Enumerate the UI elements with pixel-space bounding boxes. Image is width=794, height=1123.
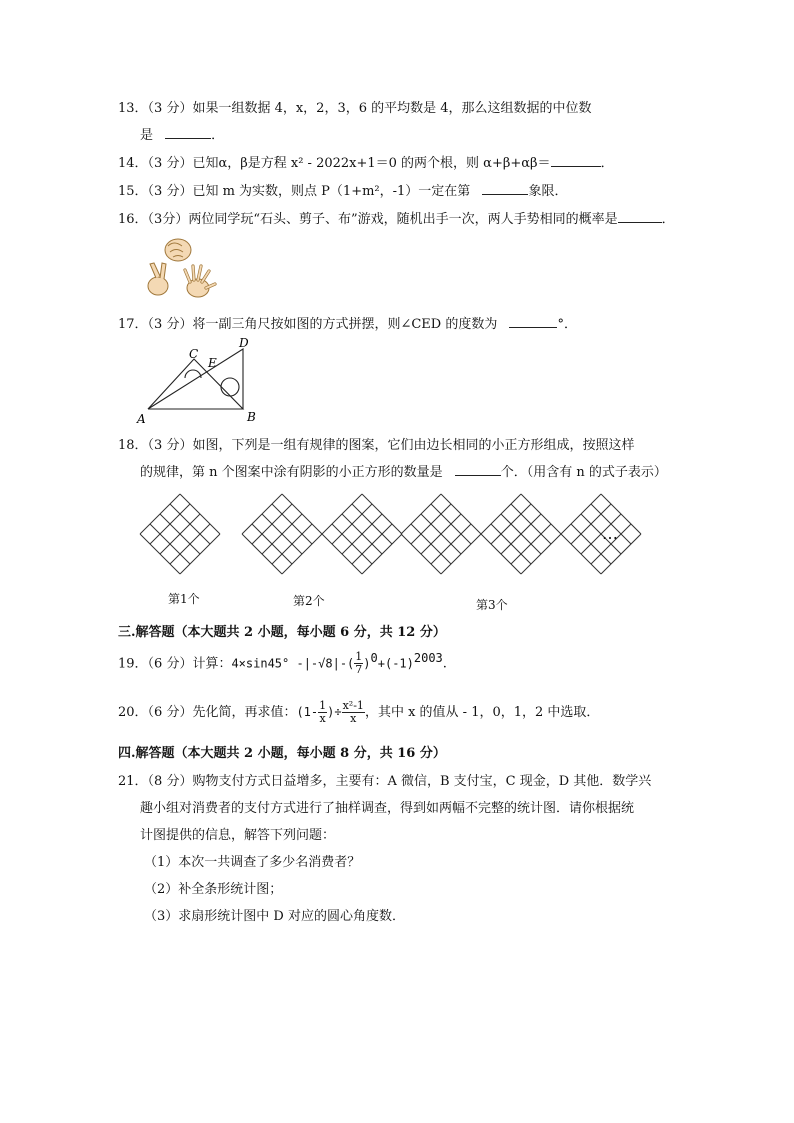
label-c: C: [189, 347, 199, 361]
square-pattern-figure: [135, 488, 635, 588]
fraction: $\frac{\text{x²-1}}{x}$: [342, 699, 364, 725]
q17-text-b: °．: [557, 317, 577, 332]
question-16: 16．（3分）两位同学玩“石头、剪子、布”游戏，随机出手一次，两人手势相同的概率是 ．: [118, 212, 675, 227]
ellipsis: …: [602, 524, 618, 543]
question-15: [118, 180, 567, 199]
caption-1: 第1个: [168, 592, 200, 606]
triangle-acb: [148, 359, 243, 409]
section-3-heading: 三.解答题（本大题共 2 小题，每小题 6 分，共 12 分）: [118, 625, 446, 640]
q19-prefix: 19．（6 分）计算：: [118, 656, 232, 672]
question-21-sub2: （2）补全条形统计图；: [144, 882, 283, 897]
question-13: [118, 97, 592, 116]
angle-arc-d: [221, 378, 239, 396]
question-20: 20．（6 分）先化简，再求值：(1- $\frac{1}{x}$ )÷ $\frac{\text{x²-1}}{x}$ ，其中 x 的值从 - 1，0，1，2 中选取．: [118, 699, 600, 725]
q16-text: 16．（3分）两位同学玩“石头、剪子、布”游戏，随机出手一次，两人手势相同的概率是: [118, 212, 618, 227]
label-b: B: [247, 410, 256, 424]
answer-blank: [618, 210, 662, 223]
paper-hand-icon: [185, 266, 215, 297]
answer-blank: [551, 154, 601, 167]
scissors-hand-icon: [148, 263, 168, 295]
q20-suffix: ，其中 x 的值从 - 1，0，1，2 中选取．: [364, 705, 600, 720]
set-square-figure: [135, 335, 265, 427]
q15-text-b: 象限．: [528, 184, 568, 199]
label-d: D: [239, 336, 249, 350]
q18-line1: 18．（3 分）如图，下列是一组有规律的图案，它们由边长相同的小正方形组成，按照这样: [118, 438, 635, 453]
q15-text-a: 15．（3 分）已知 m 为实数，则点 P（1+m²，-1）一定在第: [118, 184, 471, 199]
q19-expr-a: 4×sin45° -|-√8|-(: [231, 656, 355, 671]
label-e: E: [208, 356, 217, 370]
fraction: $\frac{1}{x}$: [319, 699, 327, 725]
q14-text: 14．（3 分）已知α，β是方程 x² - 2022x+1＝0 的两个根，则 α+β+αβ＝: [118, 156, 551, 171]
question-14: 14．（3 分）已知α，β是方程 x² - 2022x+1＝0 的两个根，则 α+β+αβ＝ ．: [118, 156, 614, 171]
q18-line2-a: 的规律，第 n 个图案中涂有阴影的小正方形的数量是: [140, 465, 443, 480]
q20-prefix: 20．（6 分）先化简，再求值：: [118, 705, 297, 720]
rock-paper-scissors-figure: [140, 236, 220, 302]
question-18: [118, 434, 634, 453]
question-17: [118, 313, 577, 332]
caption-3: 第3个: [476, 598, 508, 612]
q13-cont: 是: [140, 128, 154, 143]
question-19: 19．（6 分）计算：4×sin45° -|-√8|-( $\frac{1}{7}$ )$^0+(-1)^{2003}$.: [118, 650, 447, 677]
section-4-heading: 四.解答题（本大题共 2 小题，每小题 8 分，共 16 分）: [118, 746, 446, 761]
question-21-line1: 21．（8 分）购物支付方式日益增多，主要有：A 微信，B 支付宝，C 现金，D 其他．数学兴: [118, 774, 652, 789]
answer-blank: [455, 463, 501, 476]
q13-text: 13．（3 分）如果一组数据 4，x，2，3，6 的平均数是 4，那么这组数据的中位数: [118, 101, 592, 116]
caption-2: 第2个: [293, 594, 325, 608]
question-21-line3: 计图提供的信息，解答下列问题：: [140, 828, 336, 843]
rock-hand-icon: [165, 239, 191, 261]
q17-text-a: 17．（3 分）将一副三角尺按如图的方式拼摆，则∠CED 的度数为: [118, 317, 498, 332]
question-21-sub3: （3）求扇形统计图中 D 对应的圆心角度数．: [144, 909, 405, 924]
question-21-line2: 趣小组对消费者的支付方式进行了抽样调查，得到如两幅不完整的统计图．请你根据统: [140, 801, 635, 816]
answer-blank: [482, 182, 528, 195]
answer-blank: [509, 315, 557, 328]
question-21-sub1: （1）本次一共调查了多少名消费者？: [144, 855, 361, 870]
question-13-cont: 是 ．: [140, 128, 225, 143]
q18-line2-b: 个．（用含有 n 的式子表示）: [500, 465, 667, 480]
answer-blank: [165, 126, 211, 139]
question-18-cont: [140, 461, 667, 480]
label-a: A: [137, 412, 146, 426]
fraction: $\frac{1}{7}$: [355, 650, 363, 677]
